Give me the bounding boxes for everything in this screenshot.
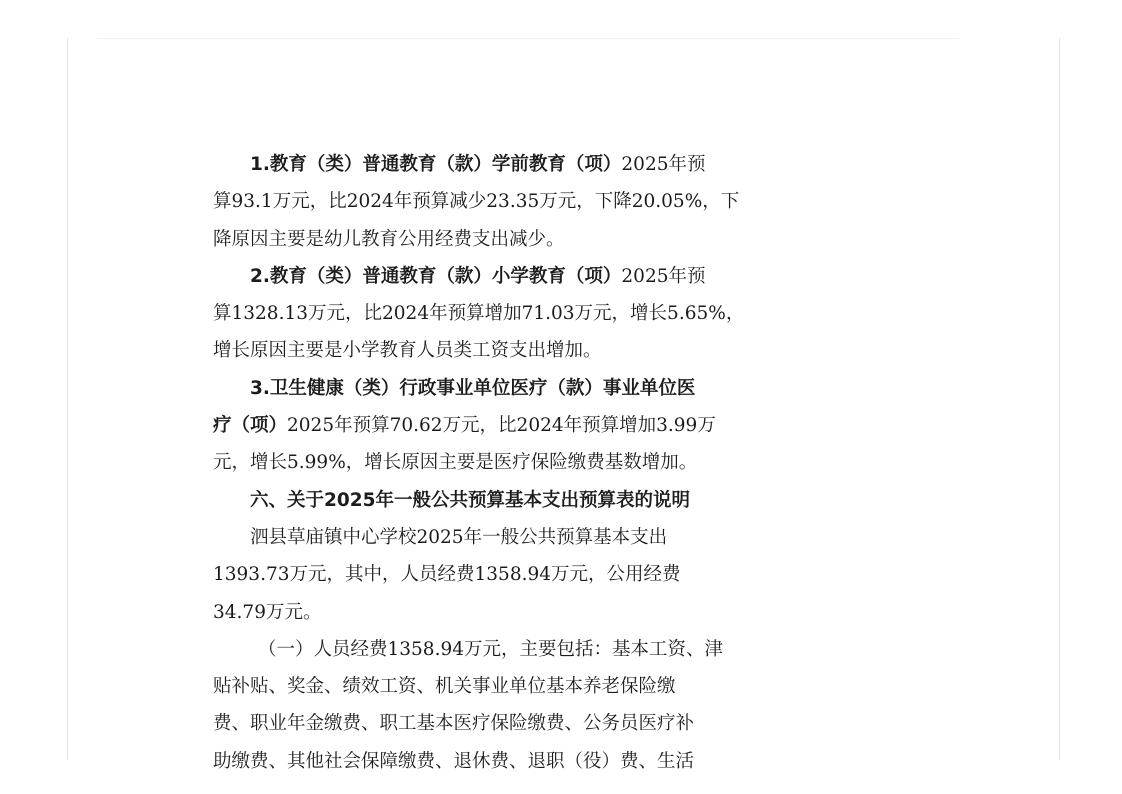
- page-top-edge: [98, 38, 958, 39]
- item-2-line-1: [213, 258, 813, 295]
- item-3-line-1: 3.卫生健康（类）行政事业单位医疗（款）事业单位医: [250, 377, 696, 399]
- item-3-line-3: 元，增长5.99%，增长原因主要是医疗保险缴费基数增加。: [213, 452, 698, 474]
- item-2-line-3: 增长原因主要是小学教育人员类工资支出增加。: [213, 340, 602, 362]
- summary-line-2: 1393.73万元，其中，人员经费1358.94万元，公用经费: [213, 564, 681, 586]
- item-2-label: 2.教育（类）普通教育（款）小学教育（项）: [250, 265, 622, 287]
- item-3-text: 2025年预算70.62万元，比2024年预算增加3.99万: [287, 415, 716, 437]
- item-1-line-3: 降原因主要是幼儿教育公用经费支出减少。: [213, 228, 565, 250]
- item-3-label-end: 疗（项）: [213, 415, 288, 437]
- personnel-line-4: 助缴费、其他社会保障缴费、退休费、退职（役）费、生活: [213, 750, 695, 772]
- summary-line-1: 泗县草庙镇中心学校2025年一般公共预算基本支出: [250, 526, 668, 548]
- section-heading: 六、关于2025年一般公共预算基本支出预算表的说明: [250, 489, 690, 511]
- item-1-text: 2025年预: [621, 154, 706, 175]
- personnel-line-1: （一）人员经费1358.94万元，主要包括：基本工资、津: [258, 638, 724, 660]
- item-1-line-2: 算93.1万元，比2024年预算减少23.35万元，下降20.05%，下: [213, 191, 740, 213]
- item-1-label: 1.教育（类）普通教育（款）学前教育（项）: [250, 154, 622, 175]
- document-page: [67, 38, 1060, 772]
- item-3-line-2: [213, 407, 813, 444]
- item-1-line-1: [213, 146, 813, 183]
- document-body: [213, 146, 813, 780]
- personnel-line-3: 费、职业年金缴费、职工基本医疗保险缴费、公务员医疗补: [213, 713, 695, 735]
- item-2-text: 2025年预: [621, 265, 706, 287]
- summary-line-3: 34.79万元。: [213, 601, 322, 623]
- personnel-line-2: 贴补贴、奖金、绩效工资、机关事业单位基本养老保险缴: [213, 676, 676, 698]
- item-2-line-2: 算1328.13万元，比2024年预算增加71.03万元，增长5.65%，: [213, 303, 745, 325]
